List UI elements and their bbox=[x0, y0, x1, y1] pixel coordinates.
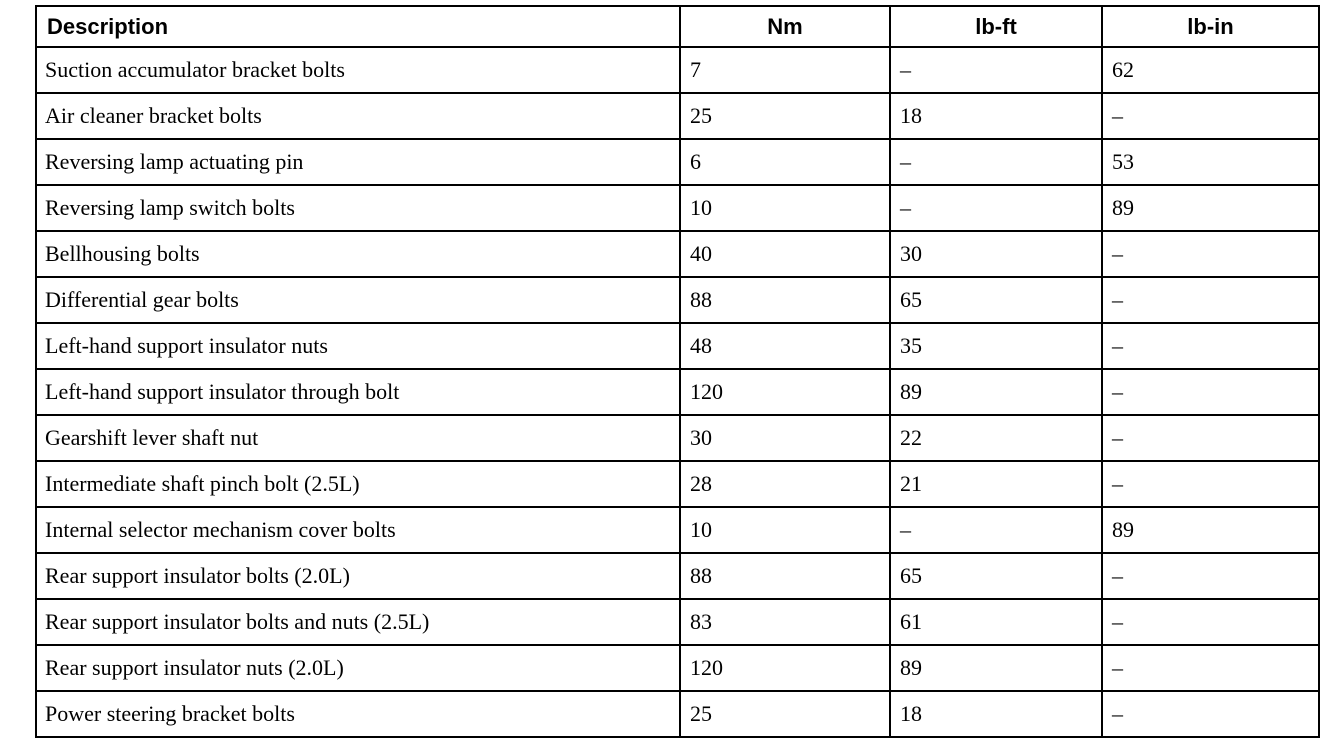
table-row bbox=[36, 231, 1319, 277]
cell-lbft: 65 bbox=[890, 277, 1102, 323]
cell-description: Reversing lamp switch bolts bbox=[36, 185, 680, 231]
cell-lbft: – bbox=[890, 507, 1102, 553]
cell-nm: 83 bbox=[680, 599, 890, 645]
cell-lbft: – bbox=[890, 139, 1102, 185]
cell-lbin: – bbox=[1102, 369, 1319, 415]
cell-description: Rear support insulator nuts (2.0L) bbox=[36, 645, 680, 691]
table-row bbox=[36, 461, 1319, 507]
table-row bbox=[36, 369, 1319, 415]
cell-lbin: – bbox=[1102, 691, 1319, 737]
cell-lbin: 89 bbox=[1102, 185, 1319, 231]
cell-lbin: 62 bbox=[1102, 47, 1319, 93]
cell-lbin: – bbox=[1102, 231, 1319, 277]
cell-nm: 30 bbox=[680, 415, 890, 461]
table-row bbox=[36, 691, 1319, 737]
cell-lbin: – bbox=[1102, 461, 1319, 507]
cell-nm: 48 bbox=[680, 323, 890, 369]
cell-description: Suction accumulator bracket bolts bbox=[36, 47, 680, 93]
cell-nm: 25 bbox=[680, 691, 890, 737]
cell-nm: 88 bbox=[680, 277, 890, 323]
cell-lbin: – bbox=[1102, 93, 1319, 139]
table-body bbox=[36, 47, 1319, 737]
table-row bbox=[36, 185, 1319, 231]
cell-description: Bellhousing bolts bbox=[36, 231, 680, 277]
table-row bbox=[36, 599, 1319, 645]
cell-nm: 120 bbox=[680, 369, 890, 415]
header-lbin: lb-in bbox=[1102, 6, 1319, 47]
header-lbft: lb-ft bbox=[890, 6, 1102, 47]
cell-nm: 88 bbox=[680, 553, 890, 599]
cell-lbft: 22 bbox=[890, 415, 1102, 461]
cell-lbft: 35 bbox=[890, 323, 1102, 369]
header-row bbox=[36, 6, 1319, 47]
cell-nm: 25 bbox=[680, 93, 890, 139]
header-nm: Nm bbox=[680, 6, 890, 47]
table-row bbox=[36, 47, 1319, 93]
cell-description: Gearshift lever shaft nut bbox=[36, 415, 680, 461]
table-row bbox=[36, 415, 1319, 461]
table-row bbox=[36, 277, 1319, 323]
cell-lbft: 18 bbox=[890, 691, 1102, 737]
cell-description: Rear support insulator bolts (2.0L) bbox=[36, 553, 680, 599]
cell-nm: 28 bbox=[680, 461, 890, 507]
cell-description: Air cleaner bracket bolts bbox=[36, 93, 680, 139]
table-row bbox=[36, 645, 1319, 691]
cell-nm: 120 bbox=[680, 645, 890, 691]
cell-nm: 6 bbox=[680, 139, 890, 185]
cell-lbft: 30 bbox=[890, 231, 1102, 277]
cell-lbft: 21 bbox=[890, 461, 1102, 507]
cell-description: Left-hand support insulator nuts bbox=[36, 323, 680, 369]
cell-lbin: – bbox=[1102, 553, 1319, 599]
cell-description: Intermediate shaft pinch bolt (2.5L) bbox=[36, 461, 680, 507]
cell-nm: 10 bbox=[680, 185, 890, 231]
cell-lbft: 18 bbox=[890, 93, 1102, 139]
cell-nm: 7 bbox=[680, 47, 890, 93]
cell-nm: 40 bbox=[680, 231, 890, 277]
cell-lbft: 89 bbox=[890, 369, 1102, 415]
cell-lbin: – bbox=[1102, 599, 1319, 645]
cell-lbft: 65 bbox=[890, 553, 1102, 599]
table-row bbox=[36, 507, 1319, 553]
cell-description: Reversing lamp actuating pin bbox=[36, 139, 680, 185]
table-row bbox=[36, 553, 1319, 599]
table-row bbox=[36, 323, 1319, 369]
cell-description: Differential gear bolts bbox=[36, 277, 680, 323]
cell-description: Left-hand support insulator through bolt bbox=[36, 369, 680, 415]
header-description: Description bbox=[36, 6, 680, 47]
cell-lbft: – bbox=[890, 47, 1102, 93]
table-row bbox=[36, 93, 1319, 139]
cell-description: Internal selector mechanism cover bolts bbox=[36, 507, 680, 553]
cell-lbft: 61 bbox=[890, 599, 1102, 645]
cell-lbin: – bbox=[1102, 323, 1319, 369]
torque-spec-table bbox=[35, 5, 1320, 738]
cell-nm: 10 bbox=[680, 507, 890, 553]
cell-lbin: 53 bbox=[1102, 139, 1319, 185]
cell-lbft: – bbox=[890, 185, 1102, 231]
table-row bbox=[36, 139, 1319, 185]
cell-description: Power steering bracket bolts bbox=[36, 691, 680, 737]
cell-lbin: – bbox=[1102, 277, 1319, 323]
cell-lbin: – bbox=[1102, 645, 1319, 691]
cell-lbft: 89 bbox=[890, 645, 1102, 691]
cell-lbin: – bbox=[1102, 415, 1319, 461]
cell-description: Rear support insulator bolts and nuts (2.5L) bbox=[36, 599, 680, 645]
cell-lbin: 89 bbox=[1102, 507, 1319, 553]
